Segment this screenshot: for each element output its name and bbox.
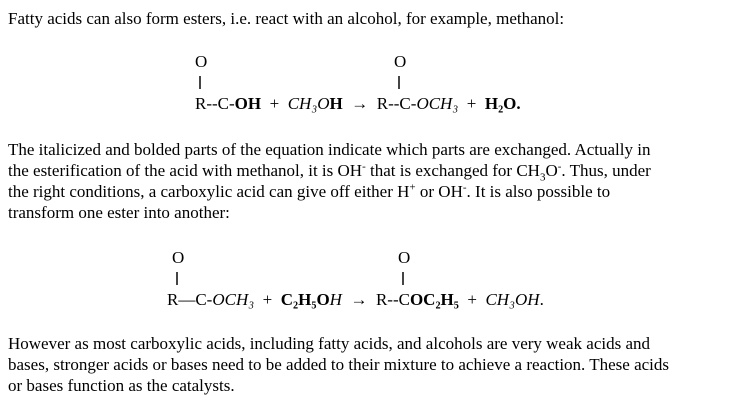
intro-text: Fatty acids can also form esters, i.e. react with an alcohol, for example, methanol: bbox=[8, 9, 565, 28]
eq1-methanol-ch3o: CH₃O bbox=[287, 94, 330, 113]
eq2-plus-1: + bbox=[262, 290, 273, 309]
explanation-line-4: transform one ester into another: bbox=[8, 203, 230, 222]
eq2-product-prefix: R--C bbox=[375, 290, 410, 309]
eq2-line bbox=[167, 290, 544, 310]
eq1-methanol-h: H bbox=[329, 94, 343, 113]
eq1-double-bond-right: || bbox=[397, 74, 400, 90]
eq1-double-bond-left: || bbox=[198, 74, 201, 90]
eq1-water: H₂O bbox=[484, 94, 517, 113]
eq1-end: . bbox=[516, 94, 521, 113]
eq1-oxygen-right: O bbox=[394, 52, 407, 71]
eq2-ethanol-c2h5o: C₂H₅O bbox=[280, 290, 330, 309]
eq1-arrow: → bbox=[351, 94, 369, 113]
explanation-line-3: the right conditions, a carboxylic acid can give off either H+ or OH-. It is also possible to bbox=[8, 181, 611, 201]
eq2-methanol: CH₃OH bbox=[485, 290, 540, 309]
eq2-plus-2: + bbox=[467, 290, 477, 309]
explanation-line-2: the esterification of the acid with methanol, it is OH- that is exchanged for $CH_3O^-$. Thus, under bbox=[8, 160, 651, 184]
eq2-ester-och3: OCH₃ bbox=[212, 290, 255, 309]
eq1-ester-och3: OCH₃ bbox=[416, 94, 459, 113]
conclusion-line-3: or bases function as the catalysts. bbox=[8, 376, 235, 395]
eq1-ester-prefix: R--C- bbox=[376, 94, 417, 113]
eq2-end: . bbox=[539, 290, 544, 309]
eq2-double-bond-right: || bbox=[401, 270, 404, 286]
eq2-ethanol-h: H bbox=[329, 290, 342, 309]
eq2-product-oc2h5: OC₂H₅ bbox=[409, 290, 459, 309]
eq1-acid-prefix: R--C- bbox=[195, 94, 235, 113]
eq1-oxygen-left: O bbox=[195, 52, 208, 71]
conclusion-line-2: bases, stronger acids or bases need to be added to their mixture to achieve a reaction. These acids bbox=[8, 355, 670, 374]
eq2-ester-prefix: R—C- bbox=[167, 290, 213, 309]
eq2-double-bond-left: || bbox=[175, 270, 178, 286]
explanation-paragraph bbox=[8, 139, 748, 223]
explanation-line-1: The italicized and bolded parts of the equation indicate which parts are exchanged. Actually in bbox=[8, 140, 651, 159]
eq1-plus-1: + bbox=[269, 94, 280, 113]
eq2-oxygen-right: O bbox=[398, 248, 411, 267]
eq1-plus-2: + bbox=[466, 94, 477, 113]
eq2-oxygen-left: O bbox=[172, 248, 185, 267]
eq1-line bbox=[195, 94, 521, 114]
conclusion-line-1: However as most carboxylic acids, including fatty acids, and alcohols are very weak acids and bbox=[8, 334, 650, 353]
eq1-acid-oh: OH bbox=[234, 94, 262, 113]
eq2-arrow: → bbox=[350, 290, 368, 309]
conclusion-paragraph bbox=[8, 333, 748, 396]
